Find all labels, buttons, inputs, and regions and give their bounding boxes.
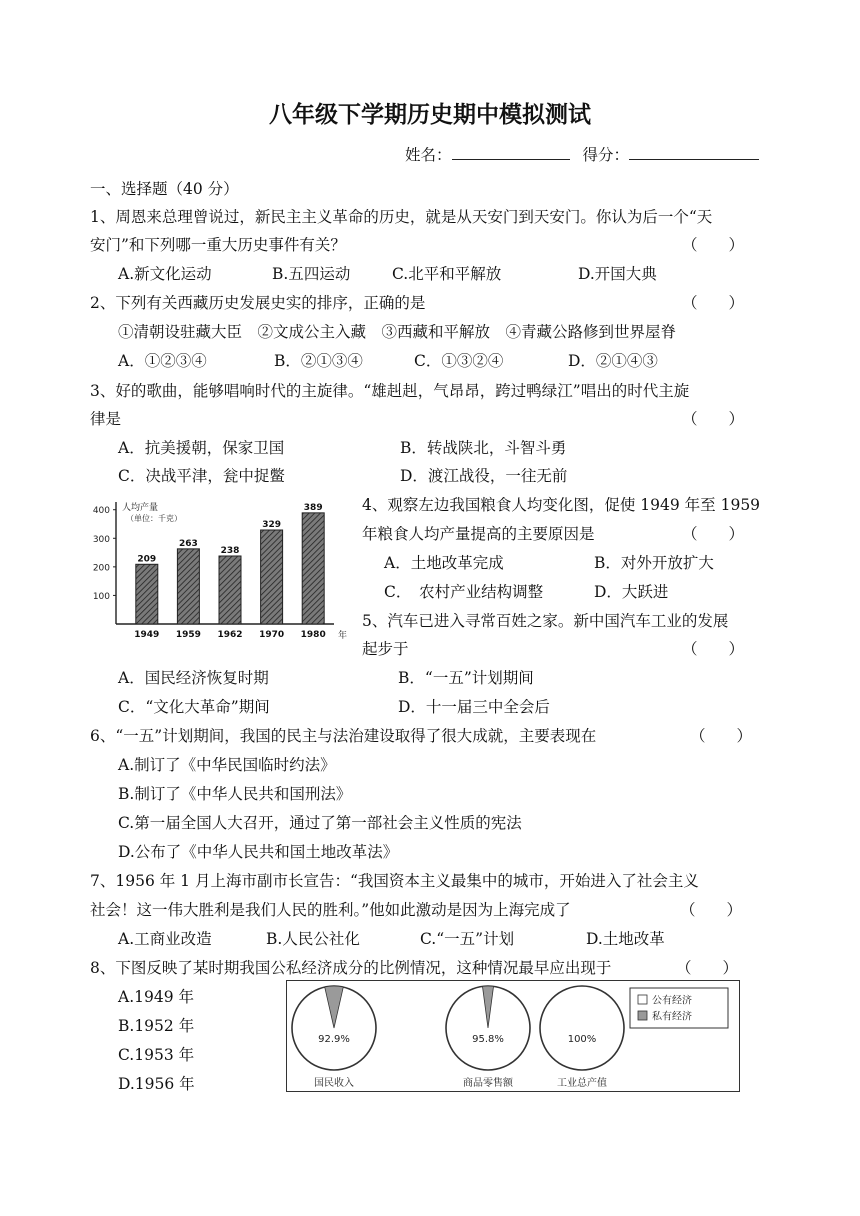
x-tick-label: 1962 <box>217 630 243 640</box>
q2-answer-paren[interactable]: （ ） <box>682 294 745 312</box>
q2-items: ①清朝设驻藏大臣 ②文成公主入藏 ③西藏和平解放 ④青藏公路修到世界屋脊 <box>118 323 677 341</box>
q7-stem-2: 社会！这一伟大胜利是我们人民的胜利。”他如此激动是因为上海完成了 <box>90 901 571 919</box>
q3-stem-2: 律是 <box>90 410 122 428</box>
legend-swatch <box>638 995 647 1004</box>
q2-option-a[interactable]: A．①②③④ <box>118 352 207 370</box>
q1-option-d[interactable]: D.开国大典 <box>578 265 657 283</box>
bar-1970 <box>261 530 283 624</box>
q8-answer-paren[interactable]: （ ） <box>676 959 739 977</box>
q8-stem: 8、下图反映了某时期我国公私经济成分的比例情况，这种情况最早应出现于 <box>90 959 612 977</box>
q1-stem-2: 安门”和下列哪一重大历史事件有关？ <box>90 236 346 254</box>
bar-1959 <box>177 549 199 624</box>
q2-option-c[interactable]: C．①③②④ <box>414 352 504 370</box>
bar-value-label: 209 <box>137 554 157 565</box>
q1-answer-paren[interactable]: （ ） <box>682 236 745 254</box>
q4-stem-2: 年粮食人均产量提高的主要原因是 <box>362 525 595 543</box>
q4-option-c[interactable]: C． 农村产业结构调整 <box>384 583 544 601</box>
q8-option-a[interactable]: A.1949 年 <box>118 988 194 1006</box>
q1-option-c[interactable]: C.北平和平解放 <box>392 265 502 283</box>
y-axis-unit: （单位：千克） <box>126 514 182 523</box>
q5-answer-paren[interactable]: （ ） <box>682 640 745 658</box>
q4-option-a[interactable]: A．土地改革完成 <box>384 554 504 572</box>
q2-stem: 2、下列有关西藏历史发展史实的排序，正确的是 <box>90 294 426 312</box>
q6-option-c[interactable]: C.第一届全国人大召开，通过了第一部社会主义性质的宪法 <box>118 814 522 832</box>
bar-value-label: 389 <box>303 502 323 513</box>
q3-stem: 3、好的歌曲，能够唱响时代的主旋律。“雄赳赳，气昂昂，跨过鸭绿江”唱出的时代主旋 <box>90 382 690 400</box>
x-tick-label: 1959 <box>175 630 201 640</box>
bar-1962 <box>219 556 241 624</box>
q3-option-b[interactable]: B．转战陕北，斗智斗勇 <box>400 439 567 457</box>
pie-value-label: 92.9% <box>318 1034 350 1045</box>
name-score-line <box>405 143 759 166</box>
q1-option-a[interactable]: A.新文化运动 <box>118 265 212 283</box>
q5-option-d[interactable]: D．十一届三中全会后 <box>398 698 550 716</box>
name-label: 姓名： <box>405 146 452 164</box>
pie-caption: 国民收入 <box>314 1078 354 1089</box>
q6-option-b[interactable]: B.制订了《中华人民共和国刑法》 <box>118 785 352 803</box>
grain-per-capita-bar-chart <box>88 496 356 646</box>
q3-option-c[interactable]: C．决战平津，瓮中捉鳖 <box>118 467 285 485</box>
q7-option-c[interactable]: C.“一五”计划 <box>420 930 515 948</box>
q5-option-b[interactable]: B．“一五”计划期间 <box>398 669 534 687</box>
bar-1949 <box>136 564 158 624</box>
x-tick-label: 1970 <box>259 630 285 640</box>
q6-option-a[interactable]: A.制订了《中华民国临时约法》 <box>118 756 336 774</box>
q5-stem: 5、汽车已进入寻常百姓之家。新中国汽车工业的发展 <box>362 612 729 630</box>
q8-option-c[interactable]: C.1953 年 <box>118 1046 195 1064</box>
q7-answer-paren[interactable]: （ ） <box>680 901 743 919</box>
q2-option-b[interactable]: B．②①③④ <box>274 352 363 370</box>
q7-stem: 7、1956 年 1 月上海市副市长宣告：“我国资本主义最集中的城市，开始进入了社会主义 <box>90 872 699 890</box>
section-heading: 一、选择题（40 分） <box>90 180 239 198</box>
y-tick-label: 300 <box>92 534 110 545</box>
name-blank[interactable] <box>452 143 570 160</box>
q7-option-d[interactable]: D.土地改革 <box>586 930 665 948</box>
q6-option-d[interactable]: D.公布了《中华人民共和国土地改革法》 <box>118 843 399 861</box>
q5-stem-2: 起步于 <box>362 640 409 658</box>
legend-label: 公有经济 <box>652 995 692 1007</box>
score-blank[interactable] <box>629 143 759 160</box>
legend-label: 私有经济 <box>652 1011 692 1023</box>
pie-public-2 <box>540 986 624 1070</box>
score-label: 得分： <box>582 146 629 164</box>
bar-value-label: 329 <box>262 520 281 530</box>
page-title: 八年级下学期历史期中模拟测试 <box>269 102 591 128</box>
y-tick-label: 400 <box>92 506 110 517</box>
x-tick-label: 1980 <box>300 630 326 640</box>
x-axis-unit: 年 <box>338 631 348 641</box>
q4-option-b[interactable]: B．对外开放扩大 <box>594 554 714 572</box>
q7-option-a[interactable]: A.工商业改造 <box>118 930 212 948</box>
q5-option-c[interactable]: C．“文化大革命”期间 <box>118 698 270 716</box>
legend-swatch <box>638 1011 647 1020</box>
y-axis-label: 人均产量 <box>122 503 159 513</box>
q4-answer-paren[interactable]: （ ） <box>682 525 745 543</box>
economy-share-pie-charts <box>286 980 740 1092</box>
q1-option-b[interactable]: B.五四运动 <box>272 265 351 283</box>
y-tick-label: 100 <box>92 591 110 602</box>
q7-option-b[interactable]: B.人民公社化 <box>266 930 360 948</box>
q3-answer-paren[interactable]: （ ） <box>682 410 745 428</box>
q4-option-d[interactable]: D．大跃进 <box>594 583 669 601</box>
q6-stem: 6、“一五”计划期间，我国的民主与法治建设取得了很大成就，主要表现在 <box>90 727 597 745</box>
bar-value-label: 238 <box>220 546 240 556</box>
pie-caption: 商品零售额 <box>463 1078 513 1089</box>
pie-caption: 工业总产值 <box>557 1078 607 1089</box>
pie-value-label: 100% <box>567 1034 597 1045</box>
x-tick-label: 1949 <box>134 630 160 640</box>
q5-option-a[interactable]: A．国民经济恢复时期 <box>118 669 269 687</box>
q3-option-d[interactable]: D．渡江战役，一往无前 <box>400 467 568 485</box>
q8-option-d[interactable]: D.1956 年 <box>118 1075 195 1093</box>
bar-value-label: 263 <box>179 538 198 549</box>
pie-value-label: 95.8% <box>472 1034 504 1045</box>
q1-stem: 1、周恩来总理曾说过，新民主主义革命的历史，就是从天安门到天安门。你认为后一个“天 <box>90 208 713 226</box>
bar-1980 <box>302 513 324 624</box>
q3-option-a[interactable]: A．抗美援朝，保家卫国 <box>118 439 285 457</box>
q6-answer-paren[interactable]: （ ） <box>690 727 753 745</box>
q4-stem: 4、观察左边我国粮食人均变化图，促使 1949 年至 1959 <box>362 496 761 514</box>
q2-option-d[interactable]: D．②①④③ <box>568 352 658 370</box>
y-tick-label: 200 <box>92 563 110 574</box>
q8-option-b[interactable]: B.1952 年 <box>118 1017 195 1035</box>
